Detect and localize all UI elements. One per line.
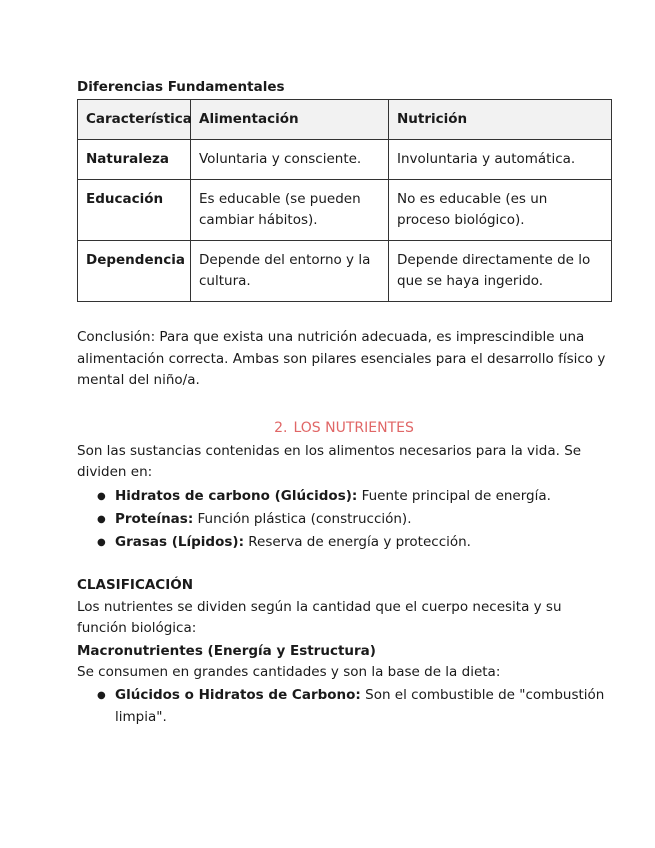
classification-heading: CLASIFICACIÓN <box>77 577 194 593</box>
differences-heading: Diferencias Fundamentales <box>77 79 285 95</box>
table-cell: Involuntaria y automática. <box>389 140 612 180</box>
document-page <box>77 77 611 730</box>
section-title-text: LOS NUTRIENTES <box>293 419 414 436</box>
table-row-label: Naturaleza <box>78 140 191 180</box>
conclusion-paragraph: Conclusión: Para que exista una nutrición adecuada, es imprescindible una alimentación correcta. Ambas son pilares esenciales para el desarrollo físico y mental del niño/a. <box>77 329 606 388</box>
table-header-row <box>78 100 612 140</box>
bullet-icon: ● <box>97 490 106 502</box>
table-cell: Es educable (se pueden cambiar hábitos). <box>191 180 389 241</box>
macronutrients-intro: Se consumen en grandes cantidades y son la base de la dieta: <box>77 663 501 680</box>
nutrients-section-title <box>77 417 611 439</box>
list-item <box>77 486 611 508</box>
table-row-label: Educación <box>78 180 191 241</box>
table-cell: Depende del entorno y la cultura. <box>191 241 389 302</box>
list-item-text: Función plástica (construcción). <box>193 510 412 527</box>
table-cell: Voluntaria y consciente. <box>191 140 389 180</box>
bullet-icon: ● <box>97 513 106 525</box>
table-cell: No es educable (es un proceso biológico). <box>389 180 612 241</box>
bullet-icon: ● <box>97 690 106 701</box>
macronutrients-list <box>77 685 611 728</box>
table-row <box>78 140 612 180</box>
section-number: 2. <box>274 419 288 436</box>
table-cell: Depende directamente de lo que se haya ingerido. <box>389 241 612 302</box>
list-item-term: Grasas (Lípidos): <box>115 533 244 550</box>
list-item <box>77 532 611 554</box>
list-item <box>77 685 611 728</box>
nutrients-intro: Son las sustancias contenidas en los alimentos necesarios para la vida. Se dividen en: <box>77 442 582 480</box>
table-header-cell: Nutrición <box>389 100 612 140</box>
table-header-cell: Característica <box>78 100 191 140</box>
classification-intro: Los nutrientes se dividen según la cantidad que el cuerpo necesita y su función biológica: <box>77 598 562 636</box>
list-item-term: Glúcidos o Hidratos de Carbono: <box>115 687 361 703</box>
list-item-text: Fuente principal de energía. <box>357 487 551 504</box>
bullet-icon: ● <box>97 536 106 548</box>
table-header-cell: Alimentación <box>191 100 389 140</box>
list-item-text: Reserva de energía y protección. <box>243 533 471 550</box>
list-item-term: Proteínas: <box>115 510 194 527</box>
table-row-label: Dependencia <box>78 241 191 302</box>
nutrients-list <box>77 486 611 554</box>
table-row <box>78 241 612 302</box>
macronutrients-heading: Macronutrientes (Energía y Estructura) <box>77 642 376 659</box>
table-row <box>78 180 612 241</box>
list-item <box>77 509 611 531</box>
list-item-text: Son el combustible de "combustión limpia". <box>115 687 605 725</box>
list-item-term: Hidratos de carbono (Glúcidos): <box>115 487 358 504</box>
differences-table <box>77 99 612 302</box>
